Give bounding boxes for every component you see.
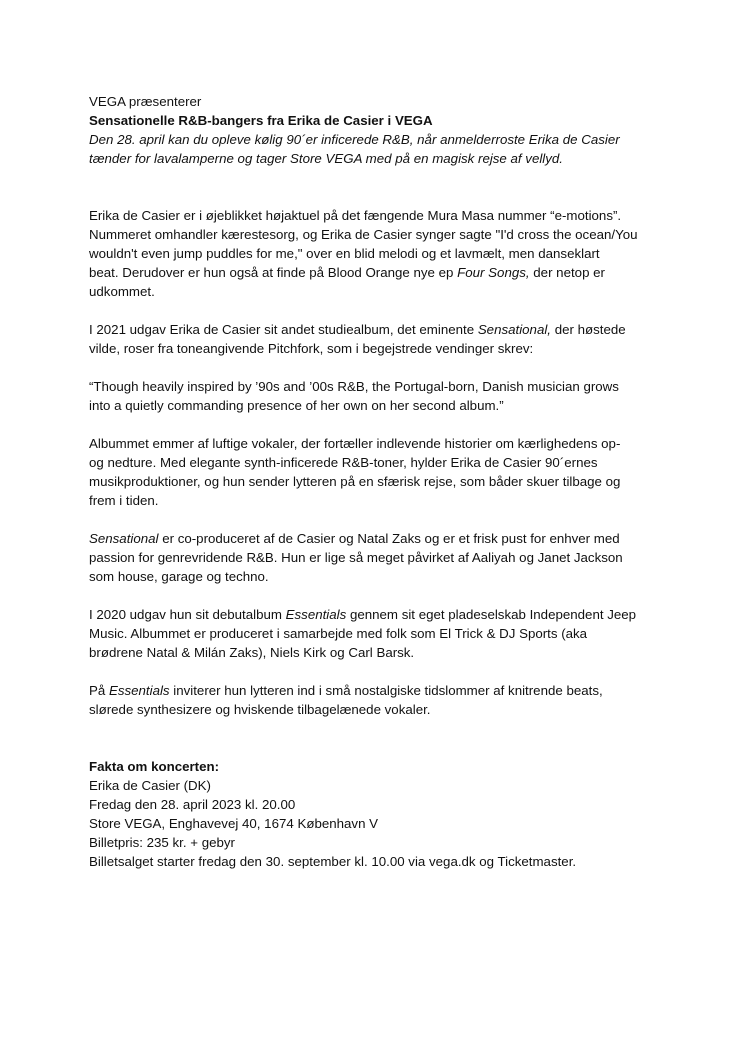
paragraph-5 <box>89 605 659 662</box>
spacer <box>89 662 659 681</box>
p5-line-1-pre: I 2020 udgav hun sit debutalbum <box>89 607 286 622</box>
album-title-sensational: Sensational <box>89 531 159 546</box>
p5-line-2: Music. Albummet er produceret i samarbejde med folk som El Trick & DJ Sports (aka <box>89 626 588 641</box>
p2-line-1-pre: I 2021 udgav Erika de Casier sit andet studiealbum, det eminente <box>89 322 478 337</box>
p6-line-1-post: inviterer hun lytteren ind i små nostalgiske tidslommer af knitrende beats, <box>169 683 603 698</box>
p1-line-1: Erika de Casier er i øjeblikket højaktuel på det fængende Mura Masa nummer “e-motions”. <box>89 208 622 223</box>
p4-line-2: passion for genrevridende R&B. Hun er lige så meget påvirket af Aaliyah og Janet Jackson <box>89 550 623 565</box>
album-title-essentials: Essentials <box>285 607 347 622</box>
paragraph-2 <box>89 320 659 358</box>
p1-line-3: wouldn't even jump puddles for me," over en blid melodi og et lavmælt, men danseklart <box>89 246 600 261</box>
album-title-four-songs: Four Songs, <box>457 265 530 280</box>
paragraph-3 <box>89 434 659 510</box>
facts-ticket-sale: Billetsalget starter fredag den 30. september kl. 10.00 via vega.dk og Ticketmaster. <box>89 854 577 869</box>
p5-line-1-post: gennem sit eget pladeselskab Independent Jeep <box>346 607 637 622</box>
headline: Sensationelle R&B-bangers fra Erika de Casier i VEGA <box>89 113 433 128</box>
p1-line-4-pre: beat. Derudover er hun også at finde på Blood Orange nye ep <box>89 265 458 280</box>
p5-line-1 <box>89 605 659 624</box>
p6-line-2: slørede synthesizere og hviskende tilbagelænede vokaler. <box>89 702 431 717</box>
spacer <box>89 301 659 320</box>
presenter-line: VEGA præsenterer <box>89 94 202 109</box>
p2-line-1-post: der høstede <box>551 322 626 337</box>
p5-line-3: brødrene Natal & Milán Zaks), Niels Kirk og Carl Barsk. <box>89 645 415 660</box>
p3-line-4: frem i tiden. <box>89 493 159 508</box>
album-title-essentials: Essentials <box>108 683 170 698</box>
p3-line-3: musikproduktioner, og hun sender lytteren på en sfærisk rejse, som båder skuer tilbage og <box>89 474 621 489</box>
p3-line-2: og nedture. Med elegante synth-inficerede R&B-toner, hylder Erika de Casier 90´ernes <box>89 455 598 470</box>
paragraph-4 <box>89 529 659 586</box>
p6-line-1-pre: På <box>89 683 109 698</box>
p3-line-1: Albummet emmer af luftige vokaler, der fortæller indlevende historier om kærlighedens op- <box>89 436 621 451</box>
p1-line-5: udkommet. <box>89 284 155 299</box>
p2-line-1 <box>89 320 659 339</box>
p6-line-1 <box>89 681 659 700</box>
p1-line-4 <box>89 263 659 282</box>
p4-line-1 <box>89 529 659 548</box>
facts-venue: Store VEGA, Enghavevej 40, 1674 København V <box>89 816 379 831</box>
paragraph-1 <box>89 206 659 301</box>
quote-line-1: “Though heavily inspired by ’90s and ’00s R&B, the Portugal-born, Danish musician grows <box>89 379 619 394</box>
album-title-sensational: Sensational, <box>477 322 551 337</box>
press-release <box>89 92 659 871</box>
spacer <box>89 168 659 206</box>
quote-line-2: into a quietly commanding presence of her own on her second album.” <box>89 398 504 413</box>
spacer <box>89 586 659 605</box>
spacer <box>89 358 659 377</box>
lead-line-2: tænder for lavalamperne og tager Store VEGA med på en magisk rejse af vellyd. <box>89 151 564 166</box>
facts-heading: Fakta om koncerten: <box>89 759 220 774</box>
p1-line-4-post: der netop er <box>529 265 605 280</box>
pitchfork-quote <box>89 377 659 415</box>
facts-date: Fredag den 28. april 2023 kl. 20.00 <box>89 797 296 812</box>
p4-line-3: som house, garage og techno. <box>89 569 269 584</box>
facts-artist: Erika de Casier (DK) <box>89 778 211 793</box>
spacer <box>89 510 659 529</box>
p4-line-1-post: er co-produceret af de Casier og Natal Zaks og er et frisk pust for enhver med <box>158 531 620 546</box>
spacer <box>89 415 659 434</box>
concert-facts <box>89 757 659 871</box>
lead-line-1: Den 28. april kan du opleve kølig 90´er inficerede R&B, når anmelderroste Erika de Casier <box>89 132 620 147</box>
p2-line-2: vilde, roser fra toneangivende Pitchfork, som i begejstrede vendinger skrev: <box>89 341 534 356</box>
spacer <box>89 719 659 757</box>
p1-line-2: Nummeret omhandler kærestesorg, og Erika de Casier synger sagte "I'd cross the ocean/You <box>89 227 638 242</box>
paragraph-6 <box>89 681 659 719</box>
facts-price: Billetpris: 235 kr. + gebyr <box>89 835 235 850</box>
